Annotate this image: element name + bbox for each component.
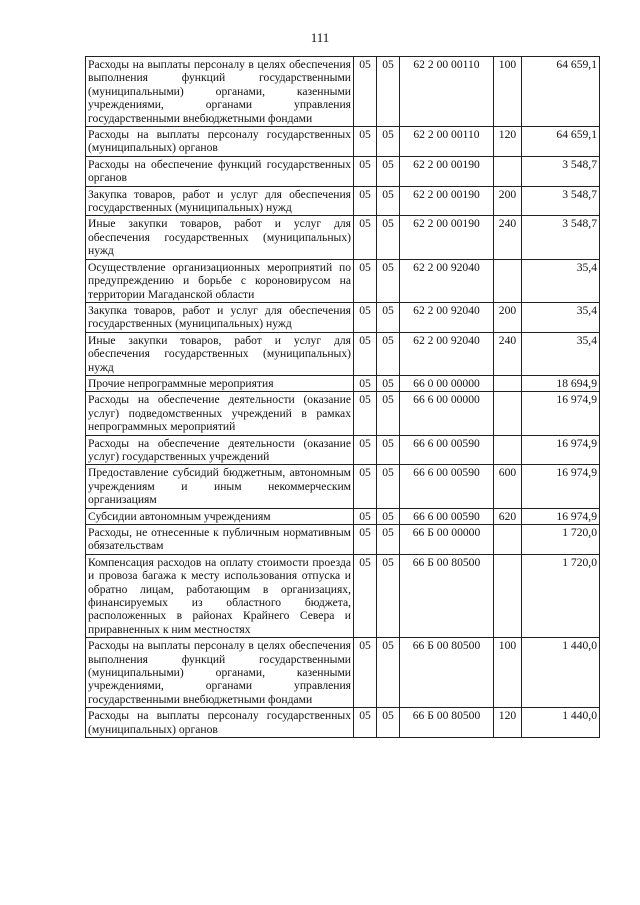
budget-table [85,56,600,738]
row-subsection-code: 05 [377,156,400,186]
row-description: Осуществление организационных мероприятий по предупреждению и борьбе с короновирусом на территории Магаданской области [86,259,354,302]
row-target-article-code: 62 2 00 92040 [400,332,494,375]
row-section-code: 05 [354,156,377,186]
row-target-article-code: 62 2 00 00110 [400,57,494,127]
row-description: Расходы на выплаты персоналу государственных (муниципальных) органов [86,708,354,738]
table-row [86,554,600,637]
row-amount: 1 720,0 [522,525,600,555]
row-description: Расходы, не отнесенные к публичным нормативным обязательствам [86,525,354,555]
row-target-article-code: 66 Б 00 80500 [400,638,494,708]
row-amount: 18 694,9 [522,375,600,391]
table-row [86,708,600,738]
row-section-code: 05 [354,259,377,302]
row-expense-type-code: 200 [494,302,522,332]
page-number: 111 [310,30,330,45]
table-row [86,508,600,524]
row-amount: 16 974,9 [522,392,600,435]
row-target-article-code: 66 Б 00 80500 [400,554,494,637]
row-section-code: 05 [354,465,377,508]
row-description: Расходы на обеспечение деятельности (оказание услуг) подведомственных учреждений в рамках непрограммных мероприятий [86,392,354,435]
row-target-article-code: 66 0 00 00000 [400,375,494,391]
row-amount: 35,4 [522,332,600,375]
row-target-article-code: 66 6 00 00000 [400,392,494,435]
row-subsection-code: 05 [377,259,400,302]
row-subsection-code: 05 [377,554,400,637]
row-subsection-code: 05 [377,186,400,216]
row-expense-type-code [494,392,522,435]
row-description: Иные закупки товаров, работ и услуг для обеспечения государственных (муниципальных) нужд [86,216,354,259]
row-expense-type-code [494,259,522,302]
row-description: Иные закупки товаров, работ и услуг для обеспечения государственных (муниципальных) нужд [86,332,354,375]
row-subsection-code: 05 [377,638,400,708]
row-target-article-code: 62 2 00 00190 [400,216,494,259]
table-row [86,57,600,127]
row-description: Расходы на обеспечение деятельности (оказание услуг) государственных учреждений [86,435,354,465]
row-expense-type-code: 620 [494,508,522,524]
table-row [86,127,600,157]
row-description: Расходы на выплаты персоналу государственных (муниципальных) органов [86,127,354,157]
row-description: Расходы на выплаты персоналу в целях обеспечения выполнения функций государственными (муниципальными) органами, казенными учреждениями, органами управления государственными внебюджетными фондами [86,638,354,708]
row-subsection-code: 05 [377,375,400,391]
row-description: Закупка товаров, работ и услуг для обеспечения государственных (муниципальных) нужд [86,302,354,332]
row-expense-type-code: 120 [494,708,522,738]
row-amount: 64 659,1 [522,127,600,157]
row-expense-type-code: 240 [494,332,522,375]
row-section-code: 05 [354,302,377,332]
row-section-code: 05 [354,127,377,157]
row-subsection-code: 05 [377,392,400,435]
table-row [86,332,600,375]
row-expense-type-code [494,375,522,391]
row-target-article-code: 66 6 00 00590 [400,508,494,524]
row-subsection-code: 05 [377,57,400,127]
row-expense-type-code: 100 [494,57,522,127]
row-description: Прочие непрограммные мероприятия [86,375,354,391]
row-section-code: 05 [354,508,377,524]
row-section-code: 05 [354,332,377,375]
row-section-code: 05 [354,435,377,465]
row-target-article-code: 62 2 00 00110 [400,127,494,157]
row-target-article-code: 62 2 00 92040 [400,302,494,332]
table-row [86,392,600,435]
row-amount: 1 720,0 [522,554,600,637]
row-expense-type-code [494,554,522,637]
row-target-article-code: 66 Б 00 80500 [400,708,494,738]
row-subsection-code: 05 [377,332,400,375]
row-section-code: 05 [354,638,377,708]
table-row [86,216,600,259]
row-expense-type-code [494,156,522,186]
row-target-article-code: 66 Б 00 00000 [400,525,494,555]
row-amount: 3 548,7 [522,186,600,216]
row-target-article-code: 62 2 00 00190 [400,186,494,216]
row-amount: 1 440,0 [522,708,600,738]
row-subsection-code: 05 [377,708,400,738]
row-section-code: 05 [354,525,377,555]
row-subsection-code: 05 [377,465,400,508]
row-description: Закупка товаров, работ и услуг для обеспечения государственных (муниципальных) нужд [86,186,354,216]
row-expense-type-code: 240 [494,216,522,259]
row-subsection-code: 05 [377,525,400,555]
row-expense-type-code: 120 [494,127,522,157]
row-amount: 3 548,7 [522,156,600,186]
row-section-code: 05 [354,554,377,637]
row-section-code: 05 [354,186,377,216]
table-row [86,259,600,302]
table-row [86,638,600,708]
row-amount: 3 548,7 [522,216,600,259]
row-section-code: 05 [354,375,377,391]
row-amount: 35,4 [522,259,600,302]
row-subsection-code: 05 [377,508,400,524]
row-amount: 1 440,0 [522,638,600,708]
row-amount: 35,4 [522,302,600,332]
row-amount: 16 974,9 [522,508,600,524]
table-row [86,375,600,391]
row-subsection-code: 05 [377,435,400,465]
row-target-article-code: 66 6 00 00590 [400,465,494,508]
row-amount: 16 974,9 [522,435,600,465]
row-subsection-code: 05 [377,216,400,259]
row-target-article-code: 62 2 00 92040 [400,259,494,302]
row-expense-type-code [494,435,522,465]
table-row [86,525,600,555]
row-description: Субсидии автономным учреждениям [86,508,354,524]
row-amount: 64 659,1 [522,57,600,127]
row-section-code: 05 [354,708,377,738]
table-row [86,186,600,216]
row-subsection-code: 05 [377,127,400,157]
row-expense-type-code: 200 [494,186,522,216]
row-description: Предоставление субсидий бюджетным, автономным учреждениям и иным некоммерческим организациям [86,465,354,508]
row-expense-type-code: 100 [494,638,522,708]
row-description: Расходы на обеспечение функций государственных органов [86,156,354,186]
row-expense-type-code: 600 [494,465,522,508]
row-subsection-code: 05 [377,302,400,332]
row-amount: 16 974,9 [522,465,600,508]
row-description: Расходы на выплаты персоналу в целях обеспечения выполнения функций государственными (муниципальными) органами, казенными учреждениями, органами управления государственными внебюджетными фондами [86,57,354,127]
row-target-article-code: 62 2 00 00190 [400,156,494,186]
row-description: Компенсация расходов на оплату стоимости проезда и провоза багажа к месту использования отпуска и обратно лицам, работающим в организациях, финансируемых из областного бюджета, расположенных в районах Крайнего Севера и приравненных к ним местностях [86,554,354,637]
row-section-code: 05 [354,216,377,259]
table-row [86,435,600,465]
row-target-article-code: 66 6 00 00590 [400,435,494,465]
table-row [86,302,600,332]
table-row [86,156,600,186]
budget-table-body [86,57,600,738]
table-row [86,465,600,508]
row-section-code: 05 [354,392,377,435]
row-section-code: 05 [354,57,377,127]
row-expense-type-code [494,525,522,555]
